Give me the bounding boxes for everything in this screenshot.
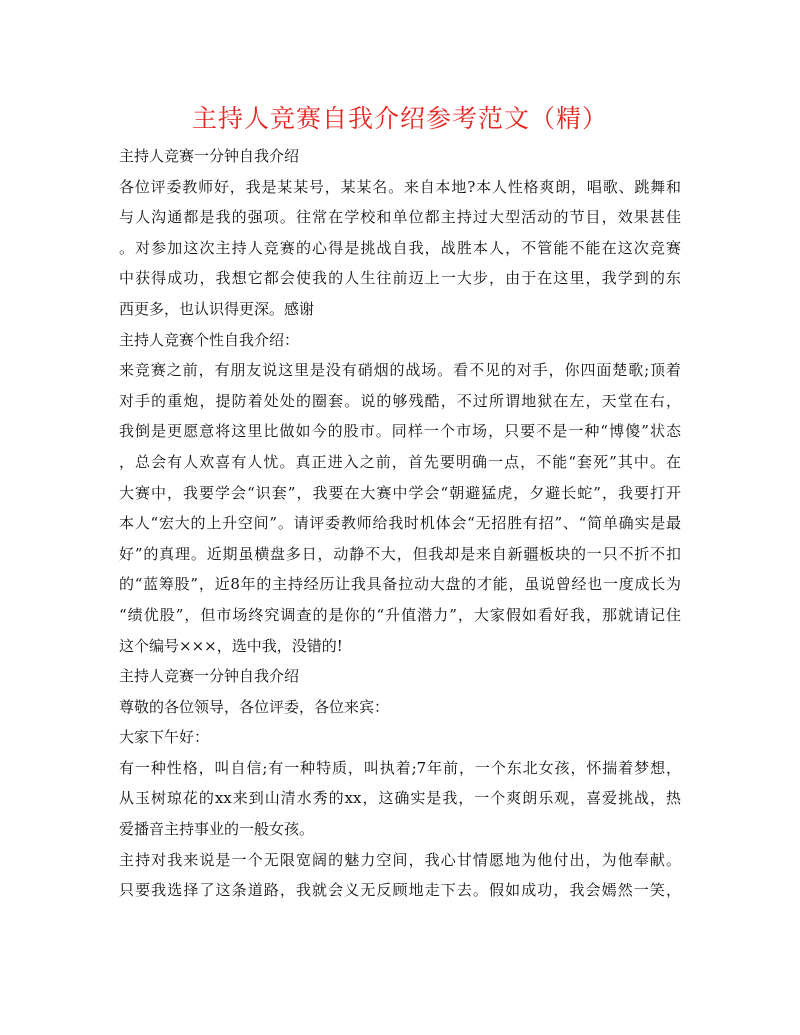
section-heading: 主持人竞赛一分钟自我介绍 bbox=[119, 147, 300, 165]
paragraph-line: 我倒是更愿意将这里比做如今的股市。同样一个市场，只要不是一种“博傻”状态 bbox=[119, 422, 681, 441]
paragraph-line: 这个编号×××，选中我，没错的! bbox=[119, 636, 343, 655]
paragraph-line: 大赛中，我要学会“识套”，我要在大赛中学会“朝避猛虎，夕避长蛇”，我要打开 bbox=[119, 483, 681, 502]
paragraph-line: 来竞赛之前，有朋友说这里是没有硝烟的战场。看不见的对手，你四面楚歌;顶着 bbox=[119, 361, 681, 380]
paragraph-line: 中获得成功，我想它都会使我的人生往前迈上一大步，由于在这里，我学到的东 bbox=[119, 269, 681, 288]
paragraph-line: 有一种性格，叫自信;有一种特质，叫执着;7年前，一个东北女孩，怀揣着梦想， bbox=[119, 758, 681, 777]
paragraph-line: 从玉树琼花的xx来到山清水秀的xx，这确实是我，一个爽朗乐观，喜爱挑战，热 bbox=[119, 789, 681, 808]
paragraph-line: 主持对我来说是一个无限宽阔的魅力空间，我心甘情愿地为他付出，为他奉献。 bbox=[119, 850, 681, 869]
document-title: 主持人竞赛自我介绍参考范文（精） bbox=[191, 104, 608, 133]
paragraph-line: ，总会有人欢喜有人忧。真正进入之前，首先要明确一点，不能“套死”其中。在 bbox=[119, 452, 681, 471]
paragraph-line: 尊敬的各位领导，各位评委，各位来宾： bbox=[119, 697, 390, 716]
section-heading: 主持人竞赛个性自我介绍： bbox=[119, 330, 300, 349]
paragraph-line: 好”的真理。近期虽横盘多日，动静不大，但我却是来自新疆板块的一只不折不扣 bbox=[119, 544, 681, 563]
paragraph-line: 大家下午好： bbox=[119, 728, 210, 747]
section-heading: 主持人竞赛一分钟自我介绍 bbox=[119, 667, 300, 686]
paragraph-line: 对手的重炮，提防着处处的圈套。说的够残酷，不过所谓地狱在左，天堂在右， bbox=[119, 391, 681, 410]
document-body bbox=[119, 141, 681, 906]
paragraph-line: 只要我选择了这条道路，我就会义无反顾地走下去。假如成功，我会嫣然一笑， bbox=[119, 881, 681, 900]
paragraph-line: 各位评委教师好，我是某某号，某某名。来自本地?本人性格爽朗，唱歌、跳舞和 bbox=[119, 177, 681, 196]
paragraph-line: 西更多，也认识得更深。感谢 bbox=[119, 299, 315, 318]
paragraph-line: “绩优股”，但市场终究调查的是你的“升值潜力”，大家假如看好我，那就请记住 bbox=[119, 605, 681, 624]
paragraph-line: 爱播音主持事业的一般女孩。 bbox=[119, 820, 315, 839]
paragraph-line: 的“蓝筹股”，近8年的主持经历让我具备拉动大盘的才能，虽说曾经也一度成长为 bbox=[119, 575, 681, 594]
paragraph-line: 本人“宏大的上升空间”。请评委教师给我时机体会“无招胜有招”、“简单确实是最 bbox=[119, 514, 681, 533]
paragraph-line: 。对参加这次主持人竞赛的心得是挑战自我，战胜本人，不管能不能在这次竞赛 bbox=[119, 238, 681, 257]
paragraph-line: 与人沟通都是我的强项。往常在学校和单位都主持过大型活动的节目，效果甚佳 bbox=[119, 208, 681, 227]
